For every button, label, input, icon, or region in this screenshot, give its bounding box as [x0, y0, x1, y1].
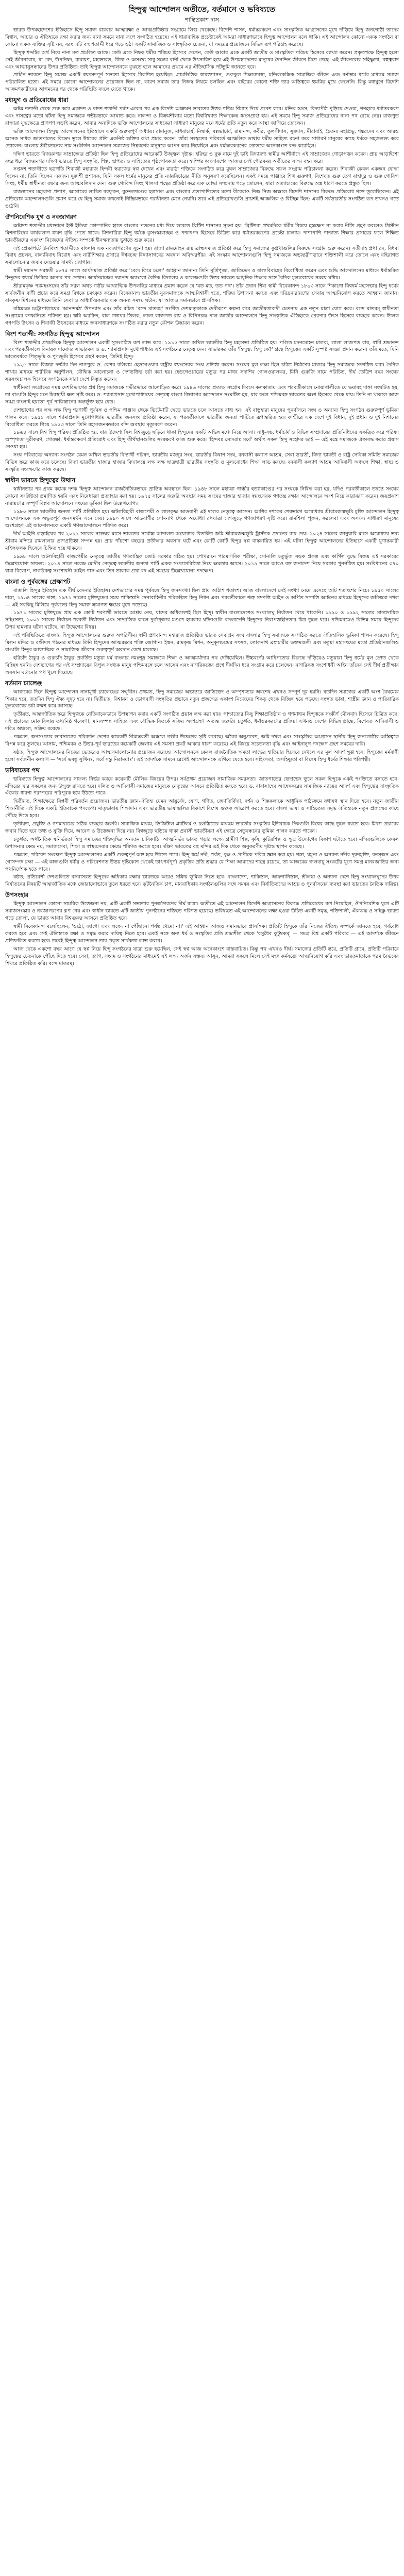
body-paragraph: ষষ্ঠত, হিন্দুত্ব আন্দোলনের নিজের ভেতরেও আত্মসমালোচনার প্রয়োজন রয়েছে। আন্দোলনকে কেবল রাজনৈতিক ক্ষমতা লাভের হাতিয়ার হিসেবে দেখলে এর মূল আদর্শ ক্ষুণ্ণ হবে। হিন্দুত্বের মর্মবাণী হলো সর্বজনীন কল্যাণ — 'সর্বে ভবন্তু সুখিনঃ, সর্বে সন্তু নিরাময়াঃ'। এই আদর্শকে সামনে রেখেই আন্দোলনকে এগিয়ে যেতে হবে। সহিংসতা, অসহিষ্ণুতা বা বিদ্বেষ হিন্দু ধর্মের শিক্ষার পরিপন্থী। — [5, 749, 399, 762]
body-paragraph: সপ্তদশ শতাব্দীতে ছত্রপতি শিবাজী মহারাজ হিন্দবী স্বরাজের স্বপ্ন দেখেন এবং মারাঠা শক্তিকে সংগঠিত করে মুঘল সাম্রাজ্যের বিরুদ্ধে সফল সংগ্রাম পরিচালনা করেন। শিবাজী কেবল একজন যোদ্ধা ছিলেন না; তিনি ছিলেন একজন দূরদর্শী প্রশাসক, যিনি সকল ধর্মের মানুষের প্রতি ন্যায়বিচারের নীতি অনুসরণ করেছিলেন। একই সময়ে পাঞ্জাবে শিখ গুরুগণ, বিশেষত গুরু তেগ বাহাদুর ও গুরু গোবিন্দ সিংহ, ধর্মীয় স্বাধীনতা রক্ষার জন্য আত্মবলিদান দেন। গুরু গোবিন্দ সিংহ খালসা পন্থের প্রতিষ্ঠা করে এক যোদ্ধা সম্প্রদায় গড়ে তোলেন, যারা অত্যাচারের বিরুদ্ধে অস্ত্র ধারণ করতে প্রস্তুত ছিল। — [5, 166, 399, 187]
body-paragraph: চতুর্থত, অর্থনৈতিক স্বনির্ভরতা হিন্দু সমাজের শক্তিবৃদ্ধির অন্যতম চাবিকাঠি। আত্মনির্ভর ভারত গড়ার লক্ষ্যে গ্রামীণ শিল্প, কৃষি, কুটিরশিল্প ও ক্ষুদ্র উদ্যোগের বিকাশ ঘটাতে হবে। মন্দিরগুলিকে কেবল উপাসনার কেন্দ্র নয়, সমাজসেবা, শিক্ষা ও স্বাস্থ্যসেবার কেন্দ্রে পরিণত করতে হবে। দক্ষিণ ভারতের বহু মন্দির এই দিক থেকে অনুকরণীয় দৃষ্টান্ত স্থাপন করেছে। — [5, 836, 399, 850]
body-paragraph: দক্ষিণ ভারতে বিজয়নগর সাম্রাজ্যের প্রতিষ্ঠা ছিল হিন্দু প্রতিরোধের আরেকটি উজ্জ্বল দৃষ্টান্ত। হরিহর ও বুক্ক নামে দুই ভাই বিদ্যারণ্য স্বামীর আশীর্বাদে এই সাম্রাজ্যের গোড়াপত্তন করেন। প্রায় আড়াইশো বছর ধরে বিজয়নগর দক্ষিণ ভারতে হিন্দু সংস্কৃতি, শিল্প, স্থাপত্য ও সাহিত্যের পৃষ্ঠপোষকতা করে। হাম্পির ধ্বংসাবশেষ আজও সেই গৌরবময় অতীতের সাক্ষ্য বহন করে। — [5, 151, 399, 164]
body-paragraph: আজ থেকে একশো বছর আগে যে স্বপ্ন নিয়ে হিন্দু সংগঠনের যাত্রা শুরু হয়েছিল, সেই স্বপ্ন আজ অনেকাংশে বাস্তবায়িত। কিন্তু পথ এখনও দীর্ঘ। সমাজের প্রতিটি স্তরে, প্রতিটি গ্রামে, প্রতিটি পরিবারে হিন্দুত্বের চেতনাকে পৌঁছে দিতে হবে। সেবা, ত্যাগ, সংযম ও সংগঠনের মাধ্যমেই এই লক্ষ্য অর্জন সম্ভব। আসুন, আমরা সকলে মিলে সেই মহৎ কর্মযজ্ঞে আত্মনিয়োগ করি এবং ভারতমাতাকে পরম বৈভবের শিখরে প্রতিষ্ঠিত করি। বন্দে মাতরম্। — [5, 946, 399, 967]
body-paragraph: বাঙালি হিন্দুর ইতিহাস এক দীর্ঘ বেদনার ইতিহাস। দেশভাগের সময় পূর্ববঙ্গে হিন্দু জনসংখ্যা ছিল প্রায় আঠাশ শতাংশ। আজ বাংলাদেশে সেই সংখ্যা নেমে এসেছে আট শতাংশের নিচে। ১৯৫০ সালের দাঙ্গা, ১৯৬৪ সালের দাঙ্গা, ১৯৭১ সালের মুক্তিযুদ্ধের সময় পাকিস্তানি সেনাবাহিনীর পরিকল্পিত হিন্দু নিধন এবং পরবর্তীকালে শত্রু সম্পত্তি আইন ও অর্পিত সম্পত্তি আইনের মাধ্যমে হিন্দুদের জমিজমা দখল — এই সবকিছু মিলিয়ে পূর্ববঙ্গের হিন্দু সমাজ ক্রমাগত ক্ষয়ের মুখে পড়েছে। — [5, 587, 399, 608]
body-paragraph: অষ্টম শতাব্দী থেকে শুরু করে একাদশ ও দ্বাদশ শতাব্দী পর্যন্ত একের পর এক বিদেশি আক্রমণ ভারতের উত্তর-পশ্চিম সীমান্ত দিয়ে প্রবেশ করে। মন্দির ধ্বংস, বিদ্যাপীঠ পুড়িয়ে দেওয়া, গণহারে ধর্মান্তরকরণ এবং দাসত্বের মতো ঘটনা হিন্দু সমাজকে গভীরভাবে আঘাত করে। নালন্দা ও বিক্রমশীলার মতো বিশ্ববিখ্যাত শিক্ষাকেন্দ্র ধ্বংসপ্রাপ্ত হয়। এই সময়ে হিন্দু সমাজ প্রতিরোধের নানা পথ বেছে নেয়। রাজপুত রাজারা যুদ্ধক্ষেত্রে প্রাণপণ লড়াই করেন, আবার অন্যদিকে ভক্তি আন্দোলনের সাধকেরা সাধারণ মানুষের মনে ধর্মের প্রতি নতুন করে আস্থা জাগিয়ে তোলেন। — [5, 106, 399, 126]
body-paragraph: হিন্দুত্ব শব্দটির অর্থ নিয়ে নানা মত প্রচলিত আছে। কেউ একে নিছক ধর্মীয় পরিচয় হিসেবে দেখেন, কেউ আবার একে একটি জাতীয় ও সাংস্কৃতিক পরিচয় হিসেবে ব্যাখ্যা করেন। প্রকৃতপক্ষে হিন্দুত্ব হলো সেই জীবনবোধ, যা বেদ, উপনিষদ, রামায়ণ, মহাভারত, গীতা ও অসংখ্য সাধু-সন্তের বাণী থেকে উৎসারিত হয়ে এই উপমহাদেশের মানুষের দৈনন্দিন জীবনে মিশে গেছে। এই জীবনবোধ সহিষ্ণুতা, বহুত্ববাদ এবং আত্মানুসন্ধানের উপর প্রতিষ্ঠিত। তাই হিন্দুত্ব আন্দোলনকে বুঝতে হলে আমাদের প্রথমে এর ঐতিহাসিক পটভূমি জানতে হবে। — [5, 49, 399, 70]
body-paragraph: ১৯৮০ সালে ভারতীয় জনতা পার্টি প্রতিষ্ঠিত হয়। অটলবিহারী বাজপেয়ী ও লালকৃষ্ণ আডবাণী এই দলের নেতৃত্বে আসেন। আশির দশকের শেষভাগে অযোধ্যায় শ্রীরামজন্মভূমি মুক্তি আন্দোলন হিন্দুত্ব আন্দোলনকে এক অভূতপূর্ব জনসমর্থন এনে দেয়। ১৯৯০ সালে আডবাণীর সোমনাথ থেকে অযোধ্যা রথযাত্রা দেশজুড়ে গণজাগরণ সৃষ্টি করে। রামশিলা পূজন, করসেবা এবং অসংখ্য সাধারণ মানুষের অংশগ্রহণ এই আন্দোলনকে একটি গণআন্দোলনে পরিণত করে। — [5, 509, 399, 529]
body-paragraph: রাজস্থানের মহারাণা প্রতাপ, আসামের লাচিত বরফুকন, বুন্দেলখণ্ডের ছত্রসাল এবং বাংলার প্রতাপাদিত্যের মতো বীরেরাও নিজ নিজ অঞ্চলে বিদেশি শাসনের বিরুদ্ধে প্রতিরোধ গড়ে তুলেছিলেন। এই প্রতিরোধ আন্দোলনগুলি প্রমাণ করে যে হিন্দু সমাজ কখনোই নিষ্ক্রিয়ভাবে পরাধীনতা মেনে নেয়নি। তবে এই প্রতিরোধগুলি প্রায়শই আঞ্চলিক ও বিচ্ছিন্ন ছিল; একটি সর্বভারতীয় সংগঠিত রূপ তখনও গড়ে ওঠেনি। — [5, 189, 399, 209]
body-paragraph: স্বাধীনতার পর প্রথম কয়েক দশক হিন্দুত্ব আন্দোলন রাজনৈতিকভাবে প্রান্তিক অবস্থানে ছিল। ১৯৪৮ সালে মহাত্মা গান্ধীর হত্যাকাণ্ডের পর সংঘকে নিষিদ্ধ করা হয়, যদিও পরবর্তীকালে তদন্তে সংঘের কোনো সংশ্লিষ্টতা প্রমাণিত হয়নি এবং নিষেধাজ্ঞা প্রত্যাহার করা হয়। ১৯৭৫ সালের জরুরি অবস্থার সময় সংঘের হাজার হাজার স্বয়ংসেবক গণতন্ত্র রক্ষার আন্দোলনে অংশ নিয়ে কারাবরণ করেন। জয়প্রকাশ নারায়ণের সম্পূর্ণ বিপ্লব আন্দোলনে সংঘের ভূমিকা ছিল উল্লেখযোগ্য। — [5, 486, 399, 506]
section-heading: বর্তমান চ্যালেঞ্জ — [5, 679, 42, 687]
body-paragraph: ভবিষ্যতে হিন্দুত্ব আন্দোলনের সাফল্য নির্ভর করবে কয়েকটি মৌলিক বিষয়ের উপর। সর্বপ্রথম প্রয়োজন সামাজিক সমরসতা। জাতপাতের ভেদাভেদ ভুলে সকল হিন্দুকে একই পংক্তিতে বসাতে হবে। মন্দিরের দ্বার সকলের জন্য উন্মুক্ত রাখতে হবে। দলিত ও আদিবাসী সমাজের মানুষকে নেতৃত্বের আসনে প্রতিষ্ঠিত করতে হবে। ড. বাবাসাহেব আম্বেদকরের সামাজিক ন্যায়ের আদর্শ এবং হিন্দুত্বের সাংস্কৃতিক ঐক্যের ধারণা পরস্পরের পরিপূরক হয়ে উঠতে পারে। — [5, 776, 399, 796]
body-paragraph: স্বামী বিবেকানন্দ বলেছিলেন, 'ওঠো, জাগো এবং লক্ষ্যে না পৌঁছানো পর্যন্ত থেমো না।' এই আহ্বান আজও সমানভাবে প্রাসঙ্গিক। প্রতিটি হিন্দুকে তাঁর নিজের ঐতিহ্য সম্পর্কে জানতে হবে, গর্ববোধ করতে হবে এবং সেই ঐতিহ্যকে রক্ষা ও সমৃদ্ধ করার দায়িত্ব নিতে হবে। একই সঙ্গে অন্য ধর্ম ও সংস্কৃতির প্রতি শ্রদ্ধাশীল থেকে 'বসুধৈব কুটুম্বকম্' — সমগ্র বিশ্ব একটি পরিবার — এই আদর্শকে জীবনে প্রতিফলিত করতে হবে। তবেই হিন্দুত্ব আন্দোলন তার প্রকৃত সার্থকতা লাভ করবে। — [5, 923, 399, 944]
section-heading: বাংলা ও পূর্ববঙ্গের প্রেক্ষাপট — [5, 578, 71, 585]
article-byline: শান্তিপ্রকাশ দাস — [185, 16, 219, 23]
body-paragraph: ভক্তি আন্দোলন হিন্দুত্ব আন্দোলনের ইতিহাসে একটি গুরুত্বপূর্ণ অধ্যায়। রামানুজ, মাধবাচার্য, নিম্বার্ক, বল্লভাচার্য, রামানন্দ, কবীর, তুলসীদাস, সুরদাস, মীরাবাই, চৈতন্য মহাপ্রভু, শঙ্করদেব এবং আরও অনেক সাধক জাতপাতের বিভেদ ভুলে ঈশ্বরের প্রতি একনিষ্ঠ ভক্তির কথা প্রচার করেন। তাঁরা সংস্কৃতের পরিবর্তে আঞ্চলিক ভাষায় ধর্মীয় সাহিত্য রচনা করে সাধারণ মানুষের কাছে ধর্মকে সহজলভ্য করে তোলেন। বাংলায় শ্রীচৈতন্যের নাম সংকীর্তন আন্দোলন সমাজের নিম্নবর্গের মানুষকে আপন করে নিয়েছিল এবং ধর্মান্তরকরণের স্রোতকে অনেকাংশে রুদ্ধ করেছিল। — [5, 128, 399, 149]
body-paragraph: দীর্ঘ আইনি লড়াইয়ের পর ২০১৯ সালের নভেম্বর মাসে ভারতের সর্বোচ্চ আদালত অযোধ্যার বিতর্কিত জমি শ্রীরামজন্মভূমি ট্রাস্টকে প্রদানের রায় দেয়। ২০২৪ সালের জানুয়ারি মাসে অযোধ্যায় ভব্য শ্রীরাম মন্দিরে রামলালার প্রাণপ্রতিষ্ঠা সম্পন্ন হয়। প্রায় পাঁচশো বছরের প্রতীক্ষার অবসান ঘটে এবং কোটি কোটি হিন্দুর স্বপ্ন বাস্তবায়িত হয়। এই ঘটনা হিন্দুত্ব আন্দোলনের ইতিহাসে একটি যুগান্তকারী মাইলফলক হিসেবে চিহ্নিত হয়ে থাকবে। — [5, 531, 399, 552]
section-heading: স্বাধীন ভারতে হিন্দুত্বের উত্থান — [5, 476, 76, 484]
body-paragraph: দ্বিতীয়ত, শিক্ষাক্ষেত্রে বিপ্লবী পরিবর্তন প্রয়োজন। ভারতীয় জ্ঞান-ঐতিহ্য যেমন আয়ুর্বেদ, যোগ, গণিত, জ্যোতির্বিদ্যা, দর্শন ও শিল্পকলাকে আধুনিক পাঠ্যক্রমে যথাযথ স্থান দিতে হবে। নতুন জাতীয় শিক্ষানীতি এই দিকে একটি ইতিবাচক পদক্ষেপ। মাতৃভাষায় শিক্ষাদান এবং ভারতীয় ভাষাগুলির বিকাশে বিশেষ গুরুত্ব আরোপ করতে হবে। বাংলা ভাষা ও সাহিত্যের সমৃদ্ধ ঐতিহ্যকে নতুন প্রজন্মের কাছে পৌঁছে দিতে হবে। — [5, 799, 399, 819]
body-paragraph: ভারত উপমহাদেশের ইতিহাসে হিন্দু সমাজ বারবার আত্মরক্ষা ও আত্মপ্রতিষ্ঠার সংগ্রামে লিপ্ত থেকেছে। বিদেশি শাসন, ধর্মান্তরকরণ এবং সাংস্কৃতিক আগ্রাসনের মুখে দাঁড়িয়ে হিন্দু জনগোষ্ঠী তাদের বিশ্বাস, আচার ও ঐতিহ্যকে রক্ষা করার জন্য নানা সময়ে নানা রূপে সংগঠিত হয়েছে। এই ধারাবাহিক প্রচেষ্টাকেই আমরা সাধারণভাবে হিন্দুত্ব আন্দোলন বলে থাকি। এই আন্দোলন কোনো একক সংগঠন বা কোনো একক ব্যক্তির সৃষ্টি নয়; বরং এটি বহু শতাব্দী ধরে গড়ে ওঠা একটি সামাজিক ও সাংস্কৃতিক চেতনা, যা সময়ের প্রয়োজনে বিভিন্ন রূপ পরিগ্রহ করেছে। — [5, 27, 399, 47]
body-paragraph: এই প্রেক্ষাপটে উনবিংশ শতাব্দীতে বাংলায় এক নবজাগরণের সূচনা হয়। রাজা রামমোহন রায় ব্রাহ্মসমাজ প্রতিষ্ঠা করে হিন্দু সমাজের কুপ্রথাগুলির বিরুদ্ধে সংগ্রাম শুরু করেন। সতীদাহ প্রথা রদ, বিধবা বিবাহ প্রচলন, বাল্যবিবাহ নিরোধ এবং নারীশিক্ষার প্রসারে ঈশ্বরচন্দ্র বিদ্যাসাগরের অবদান অবিস্মরণীয়। এই সংস্কার আন্দোলনগুলি হিন্দু সমাজকে অভ্যন্তরীণভাবে শক্তিশালী করে তোলে এবং বহিরাগত সমালোচনার জবাব দেওয়ার সামর্থ্য জোগায়। — [5, 245, 399, 266]
section-heading: মধ্যযুগ ও প্রতিরোধের ধারা — [5, 96, 69, 104]
body-paragraph: শ্রীরামকৃষ্ণ পরমহংসদেব তাঁর সরল অথচ গভীর আধ্যাত্মিক উপলব্ধির মাধ্যমে প্রমাণ করেন যে 'যত মত, তত পথ'। তাঁর প্রধান শিষ্য স্বামী বিবেকানন্দ ১৮৯৩ সালে শিকাগো বিশ্বধর্ম মহাসভায় হিন্দু ধর্মের সার্বজনীন বাণী প্রচার করে সমগ্র বিশ্বকে চমৎকৃত করেন। বিবেকানন্দ ভারতীয় যুবসমাজকে আত্মবিশ্বাসী হতে, শক্তির উপাসনা করতে এবং দরিদ্রনারায়ণের সেবায় আত্মনিয়োগ করতে আহ্বান জানান। রামকৃষ্ণ মিশনের মাধ্যমে তিনি সেবা ও আধ্যাত্মিকতার এক অনন্য সমন্বয় ঘটান, যা আজও সমানভাবে প্রাসঙ্গিক। — [5, 283, 399, 303]
body-paragraph: পঞ্চমত, পরিবেশ সংরক্ষণ হিন্দুত্ব আন্দোলনের একটি গুরুত্বপূর্ণ অঙ্গ হয়ে উঠতে পারে। হিন্দু ধর্মে নদী, পর্বত, বৃক্ষ ও প্রাণীকে পবিত্র জ্ঞান করা হয়। গঙ্গা, যমুনা ও অন্যান্য নদীর দূষণমুক্তি, বনসৃজন এবং গোসম্পদ রক্ষা — এই কাজগুলি ধর্মীয় ও পরিবেশগত উভয় দৃষ্টিকোণ থেকেই তাৎপর্যপূর্ণ। প্রকৃতির প্রতি শ্রদ্ধার যে শিক্ষা আমাদের শাস্ত্রে রয়েছে, তা আজকের জলবায়ু সংকটের যুগে সমগ্র মানবজাতির জন্য পথনির্দেশক হতে পারে। — [5, 852, 399, 872]
body-paragraph: ১৯৬৪ সালে বিশ্ব হিন্দু পরিষদ প্রতিষ্ঠিত হয়, যার উদ্দেশ্য ছিল বিশ্বজুড়ে ছড়িয়ে থাকা হিন্দুদের একটি অভিন্ন মঞ্চে নিয়ে আসা। সাধু-সন্ত, ধর্মাচার্য ও বিভিন্ন সম্প্রদায়ের প্রতিনিধিদের একত্রিত করে পরিষদ অস্পৃশ্যতা দূরীকরণ, গোরক্ষা, ধর্মান্তরকরণ প্রতিরোধ এবং হিন্দু তীর্থস্থানগুলির সংরক্ষণে কাজ শুরু করে। 'হিন্দবঃ সোদরাঃ সর্বে' অর্থাৎ সকল হিন্দু সহোদর ভাই — এই মন্ত্রে সমাজকে ঐক্যবদ্ধ করার প্রয়াস নেওয়া হয়। — [5, 430, 399, 450]
body-paragraph: বঙ্কিমচন্দ্র চট্টোপাধ্যায়ের 'আনন্দমঠ' উপন্যাস এবং তাঁর রচিত 'বন্দে মাতরম্' সংগীত দেশমাতৃকাকে দেবীরূপে কল্পনা করে জাতীয়তাবাদী চেতনায় এক নতুন মাত্রা যোগ করে। বন্দে মাতরম্ স্বাধীনতা সংগ্রামের রণধ্বনিতে পরিণত হয়। ঋষি অরবিন্দ, বাল গঙ্গাধর তিলক, লালা লাজপত রায় ও বিপিনচন্দ্র পাল জাতীয় আন্দোলনে হিন্দু সাংস্কৃতিক ঐতিহ্যকে প্রেরণার উৎস হিসেবে ব্যবহার করেন। তিলক গণপতি উৎসব ও শিবাজী উৎসবের মাধ্যমে জনসাধারণকে সংগঠিত করার নতুন কৌশল উদ্ভাবন করেন। — [5, 306, 399, 326]
body-paragraph: সংঘ পরিবারের অন্যান্য সংগঠন যেমন অখিল ভারতীয় বিদ্যার্থী পরিষদ, ভারতীয় মজদুর সংঘ, ভারতীয় কিষাণ সংঘ, বনবাসী কল্যাণ আশ্রম, সেবা ভারতী, বিদ্যা ভারতী ও রাষ্ট্র সেবিকা সমিতি সমাজের বিভিন্ন স্তরে কাজ করে চলেছে। বিদ্যা ভারতীর হাজার হাজার বিদ্যালয়ে লক্ষ লক্ষ ছাত্রছাত্রী ভারতীয় সংস্কৃতি ও মূল্যবোধের শিক্ষা লাভ করছে। বনবাসী কল্যাণ আশ্রম আদিবাসী অঞ্চলে শিক্ষা, স্বাস্থ্য ও সংস্কৃতি সংরক্ষণের কাজ করছে। — [5, 452, 399, 472]
article-title: হিন্দুত্ব আন্দোলন অতীতে, বর্তমানে ও ভবিষ্যতে — [128, 5, 276, 14]
body-paragraph: তৃতীয়ত, প্রযুক্তি ও গণমাধ্যমের সঠিক ব্যবহার জরুরি। সামাজিক মাধ্যম, ডিজিটাল প্ল্যাটফর্ম ও চলচ্চিত্রের মাধ্যমে ভারতীয় সংস্কৃতির ইতিবাচক দিকগুলি বিশ্বের কাছে তুলে ধরতে হবে। মিথ্যা প্রচারের জবাব দিতে হবে তথ্য ও যুক্তি দিয়ে, আবেগ ও উত্তেজনা দিয়ে নয়। বিশ্বজুড়ে ছড়িয়ে থাকা প্রবাসী ভারতীয়রা এই ক্ষেত্রে সেতুবন্ধনের ভূমিকা পালন করতে পারেন। — [5, 821, 399, 834]
section-heading: উপসংহার — [5, 891, 29, 899]
body-paragraph: প্রাচীন ভারতে হিন্দু সমাজ একটি স্বয়ংসম্পূর্ণ সভ্যতা হিসেবে বিকশিত হয়েছিল। গ্রামভিত্তিক স্বায়ত্তশাসন, গুরুকুল শিক্ষাব্যবস্থা, মন্দিরকেন্দ্রিক সামাজিক জীবন এবং বর্ণাশ্রম ধর্মের মাধ্যমে সমাজ পরিচালিত হতো। এই সময়ে কোনো আন্দোলনের প্রয়োজন ছিল না, কারণ সমাজ তার নিজস্ব নিয়মে চলছিল এবং বাইরের কোনো শক্তি তার অস্তিত্বকে হুমকির মুখে ফেলেনি। কিন্তু মধ্যযুগে বিদেশি আক্রমণকারীদের আগমনের পর থেকে পরিস্থিতি বদলে যেতে থাকে। — [5, 72, 399, 93]
body-paragraph: পঞ্চমত, জনসংখ্যার ভারসাম্যের পরিবর্তন দেশের কয়েকটি সীমান্তবর্তী অঞ্চলে গভীর উদ্বেগের সৃষ্টি করেছে। অবৈধ অনুপ্রবেশ, জমি দখল এবং সাংস্কৃতিক আগ্রাসন স্থানীয় হিন্দু জনগোষ্ঠীর অস্তিত্বকে বিপন্ন করে তুলছে। আসাম, পশ্চিমবঙ্গ ও উত্তর-পূর্ব ভারতের কয়েকটি জেলায় এই সমস্যা প্রকট আকার ধারণ করেছে। এই বিষয়ে সচেতনতা বৃদ্ধি এবং আইনানুগ পদক্ষেপ গ্রহণ সময়ের দাবি। — [5, 734, 399, 747]
body-paragraph: হরিচাঁদ ঠাকুর ও গুরুচাঁদ ঠাকুর প্রবর্তিত মতুয়া ধর্ম বাংলার নমঃশূদ্র সমাজকে শিক্ষা ও আত্মমর্যাদার পথ দেখিয়েছিল। উচ্চবর্ণের আধিপত্যের বিরুদ্ধে দাঁড়িয়েও মতুয়ারা হিন্দু ধর্মের মূল স্রোত থেকে বিচ্ছিন্ন হননি। দেশভাগের পর এই সম্প্রদায়ের বিপুল সংখ্যক মানুষ পশ্চিমবঙ্গে চলে আসেন এবং নাগরিকত্বের প্রশ্নে দীর্ঘদিন ধরে সংগ্রাম করে চলেছেন। নাগরিকত্ব সংশোধনী আইন তাঁদের সেই দীর্ঘ প্রতীক্ষার অবসান ঘটানোর পথ খুলে দিয়েছে। — [5, 655, 399, 675]
body-paragraph: হিন্দুত্ব আন্দোলন কোনো সাময়িক উত্তেজনা নয়, এটি একটি সভ্যতার পুনর্জাগরণের দীর্ঘ যাত্রা। অতীতে এই আন্দোলন বিদেশি আগ্রাসনের বিরুদ্ধে প্রতিরোধের রূপ নিয়েছিল, ঔপনিবেশিক যুগে এটি সমাজসংস্কার ও নবজাগরণের রূপ নেয় এবং স্বাধীন ভারতে এটি জাতীয় পুনর্গঠনের শক্তিতে পরিণত হয়েছে। ভবিষ্যতে এই আন্দোলনের লক্ষ্য হওয়া উচিত একটি সমৃদ্ধ, শক্তিশালী, ঐক্যবদ্ধ ও সহিষ্ণু ভারত গড়ে তোলা, যে ভারত আবার বিশ্বগুরুর আসনে প্রতিষ্ঠিত হবে। — [5, 901, 399, 922]
article-body — [5, 27, 399, 967]
body-paragraph: তৃতীয়ত, আন্তর্জাতিক স্তরে হিন্দুত্বকে নেতিবাচকভাবে উপস্থাপন করার একটি সংগঠিত প্রয়াস লক্ষ করা যায়। পাশ্চাত্যের কিছু শিক্ষাপ্রতিষ্ঠান ও গণমাধ্যম হিন্দুত্বকে সংকীর্ণ মৌলবাদ হিসেবে চিত্রিত করে। এই প্রচারের মোকাবিলায় তথ্যনিষ্ঠ গবেষণা, মানসম্পন্ন সাহিত্য এবং বৌদ্ধিক বিতর্কে সক্রিয় অংশগ্রহণ অত্যন্ত জরুরি। চতুর্থত, ধর্মান্তরকরণের প্রক্রিয়া এখনও দেশের বিভিন্ন প্রান্তে, বিশেষত আদিবাসী ও দরিদ্র অঞ্চলে, সক্রিয় রয়েছে। — [5, 711, 399, 732]
section-heading: ঔপনিবেশিক যুগ ও নবজাগরণ — [5, 213, 77, 221]
body-paragraph: স্বাধীনতা সংগ্রামের সময় দেশবিভাগের প্রশ্ন হিন্দু সমাজকে গভীরভাবে আলোড়িত করে। ১৯৪৬ সালের প্রত্যক্ষ সংগ্রাম দিবসে কলকাতায় এবং পরবর্তীকালে নোয়াখালীতে যে ভয়াবহ দাঙ্গা সংঘটিত হয়, তা বাঙালি হিন্দুর মনে চিরস্থায়ী ক্ষত সৃষ্টি করে। ড. শ্যামাপ্রসাদ মুখোপাধ্যায়ের নেতৃত্বে বাংলা বিভাগের আন্দোলন সংঘটিত হয়, যার ফলে পশ্চিমবঙ্গ ভারতের অংশ হিসেবে থেকে যায়। তিনি না থাকলে আজ সমগ্র বাংলাই হয়তো পূর্ব পাকিস্তানের অন্তর্ভুক্ত হয়ে যেত। — [5, 384, 399, 405]
section-heading: ভবিষ্যতের পথ — [5, 766, 40, 774]
section-heading: বিংশ শতাব্দী: সংগঠিত হিন্দুত্ব আন্দোলন — [5, 330, 99, 337]
body-paragraph: স্বামী দয়ানন্দ সরস্বতী ১৮৭৫ সালে আর্যসমাজ প্রতিষ্ঠা করে 'বেদে ফিরে চলো' আহ্বান জানান। তিনি মূর্তিপূজা, জাতিভেদ ও বাল্যবিবাহের বিরোধিতা করেন এবং শুদ্ধি আন্দোলনের মাধ্যমে ধর্মান্তরিত হিন্দুদের স্বধর্মে ফিরিয়ে আনার পথ দেখান। আর্যসমাজের দয়ানন্দ অ্যাংলো বৈদিক বিদ্যালয় ও কলেজগুলি উত্তর ভারতে আধুনিক শিক্ষার সঙ্গে বৈদিক মূল্যবোধের সমন্বয় ঘটায়। — [5, 268, 399, 281]
body-paragraph: ষষ্ঠত, প্রতিবেশী দেশগুলিতে বসবাসরত হিন্দুদের অধিকার রক্ষায় ভারতকে আরও সক্রিয় ভূমিকা নিতে হবে। বাংলাদেশ, পাকিস্তান, আফগানিস্তান, শ্রীলঙ্কা ও অন্যান্য দেশে হিন্দু সংখ্যালঘুদের উপর নির্যাতনের বিষয়টি আন্তর্জাতিক মঞ্চে জোরালোভাবে তুলে ধরতে হবে। কূটনৈতিক চাপ, মানবাধিকার সংগঠনগুলির সঙ্গে সমন্বয় এবং নির্যাতিতদের আশ্রয় ও পুনর্বাসনের ব্যবস্থা করা ভারতের নৈতিক দায়িত্ব। — [5, 874, 399, 888]
body-paragraph: ১৯২৫ সালে বিজয়া দশমীর দিন নাগপুরে ড. কেশব বলিরাম হেডগেওয়ার রাষ্ট্রীয় স্বয়ংসেবক সংঘ প্রতিষ্ঠা করেন। সংঘের মূল লক্ষ্য ছিল চরিত্র নির্মাণের মাধ্যমে হিন্দু সমাজকে সংগঠিত করা। দৈনিক শাখার মাধ্যমে শারীরিক অনুশীলন, বৌদ্ধিক আলোচনা ও দেশভক্তির চর্চা করা হয়। হেডগেওয়ারের মৃত্যুর পর মাধব সদাশিব গোলওয়ালকর, যিনি গুরুজি নামে পরিচিত, দীর্ঘ তেত্রিশ বছর সংঘের সরসংঘচালক হিসেবে সংগঠনকে সারা দেশে বিস্তৃত করেন। — [5, 362, 399, 383]
body-paragraph: ১৯৭১ সালের মুক্তিযুদ্ধে প্রায় এক কোটি শরণার্থী ভারতে আশ্রয় নেয়, যাদের অধিকাংশই ছিল হিন্দু। স্বাধীন বাংলাদেশেও সংখ্যালঘু নির্যাতন থেমে থাকেনি। ১৯৯০ ও ১৯৯২ সালের সাম্প্রদায়িক সহিংসতা, ২০০১ সালের নির্বাচন-পরবর্তী নির্যাতন এবং সাম্প্রতিক কালে দুর্গাপূজার মণ্ডপে হামলার ঘটনাগুলি বাংলাদেশি হিন্দুদের নিরাপত্তাহীনতার চিত্র তুলে ধরে। পশ্চিমবঙ্গেও বিভিন্ন সময়ে হিন্দুদের উপর হামলার ঘটনা ঘটেছে, যা উদ্বেগের বিষয়। — [5, 610, 399, 631]
body-paragraph: দেশভাগের পর লক্ষ লক্ষ হিন্দু শরণার্থী পূর্ববঙ্গ ও পশ্চিম পাঞ্জাব থেকে ভিটেমাটি ছেড়ে ভারতে চলে আসতে বাধ্য হন। এই বাস্তুহারা মানুষের পুনর্বাসনে সংঘ ও অন্যান্য হিন্দু সংগঠন গুরুত্বপূর্ণ ভূমিকা পালন করে। ১৯৫১ সালে শ্যামাপ্রসাদ মুখোপাধ্যায় ভারতীয় জনসংঘ প্রতিষ্ঠা করেন, যা পরবর্তীকালে ভারতীয় জনতা পার্টিতে রূপান্তরিত হয়। কাশ্মীরে এক দেশে দুই বিধান, দুই প্রধান ও দুই নিশানের বিরোধিতা করতে গিয়ে ১৯৫৩ সালে তিনি রহস্যজনকভাবে বন্দি অবস্থায় মৃত্যুবরণ করেন। — [5, 407, 399, 428]
body-paragraph: অষ্টাদশ শতাব্দীর মধ্যভাগে ইস্ট ইন্ডিয়া কোম্পানির হাতে বাংলার পতনের মধ্য দিয়ে ভারতে ব্রিটিশ শাসনের সূচনা হয়। ব্রিটিশরা প্রথমদিকে ধর্মীয় বিষয়ে হস্তক্ষেপ না করার নীতি গ্রহণ করলেও খ্রিস্টান মিশনারিদের কার্যকলাপ ক্রমশ বৃদ্ধি পেতে থাকে। মিশনারিরা হিন্দু ধর্মকে কুসংস্কারাচ্ছন্ন ও পশ্চাৎপদ হিসেবে চিত্রিত করে ধর্মান্তরকরণের প্রচেষ্টা চালায়। পাশাপাশি পাশ্চাত্য শিক্ষার প্রসারের ফলে শিক্ষিত ভারতীয়দের একাংশ নিজেদের ঐতিহ্য সম্পর্কে হীনম্মন্যতায় ভুগতে শুরু করে। — [5, 223, 399, 243]
body-paragraph: বিংশ শতাব্দীর প্রথমদিকে হিন্দুত্ব আন্দোলন একটি সুসংগঠিত রূপ লাভ করে। ১৯১৫ সালে অখিল ভারতীয় হিন্দু মহাসভা প্রতিষ্ঠিত হয়। পণ্ডিত মদনমোহন মালব্য, লালা লাজপত রায়, স্বামী শ্রদ্ধানন্দ এবং পরবর্তীকালে বিনায়ক দামোদর সাভারকর ও ড. শ্যামাপ্রসাদ মুখোপাধ্যায় এই সংগঠনের নেতৃত্ব দেন। সাভারকর তাঁর 'হিন্দুত্ব: হিন্দু কে?' গ্রন্থে হিন্দুত্বের একটি সুস্পষ্ট সংজ্ঞা প্রদান করেন। তাঁর মতে, যিনি ভারতবর্ষকে পিতৃভূমি ও পুণ্যভূমি হিসেবে গ্রহণ করেন, তিনিই হিন্দু। — [5, 340, 399, 360]
body-paragraph: আজকের দিনে হিন্দুত্ব আন্দোলন নানামুখী চ্যালেঞ্জের সম্মুখীন। প্রথমত, হিন্দু সমাজের অভ্যন্তরে জাতিভেদ ও অস্পৃশ্যতার অবশেষ এখনও সম্পূর্ণ দূর হয়নি। যতদিন সমাজের একটি অংশ বৈষম্যের শিকার হবে, ততদিন হিন্দু ঐক্য সুদৃঢ় হবে না। দ্বিতীয়ত, বিশ্বায়ন ও ভোগবাদী সংস্কৃতির প্রভাবে নতুন প্রজন্মের একাংশ নিজেদের শিকড় থেকে বিচ্ছিন্ন হয়ে পড়ছে। সংস্কৃত ভাষা, শাস্ত্রীয় জ্ঞান ও পারিবারিক মূল্যবোধের চর্চা ক্রমশ কমে আসছে। — [5, 689, 399, 709]
body-paragraph: এই পরিস্থিতিতে বাংলায় হিন্দুত্ব আন্দোলনের গুরুত্ব অপরিসীম। স্বামী প্রণবানন্দ মহারাজ প্রতিষ্ঠিত ভারত সেবাশ্রম সংঘ বাংলার হিন্দু সমাজকে সংগঠিত করতে ঐতিহাসিক ভূমিকা পালন করেছে। হিন্দু মিলন মন্দির ও রক্ষীদল গঠনের মাধ্যমে তিনি হিন্দুদের আত্মরক্ষার শক্তি জোগান। ইস্কন, রামকৃষ্ণ মিশন, অনুকূলচন্দ্রের সৎসঙ্গ, লোকনাথ ব্রহ্মচারীর ভক্তমণ্ডলী এবং মতুয়া মহাসংঘের মতো প্রতিষ্ঠানগুলিও বাঙালি হিন্দুর আধ্যাত্মিক ও সামাজিক জীবনে গুরুত্বপূর্ণ অবদান রেখে চলেছে। — [5, 633, 399, 653]
body-paragraph: ১৯৯৮ সালে অটলবিহারী বাজপেয়ীর নেতৃত্বে জাতীয় গণতান্ত্রিক জোট সরকার গঠিত হয়। পোখরানে পারমাণবিক পরীক্ষা, সোনালি চতুর্ভুজ সড়ক প্রকল্প এবং কার্গিল যুদ্ধে বিজয় এই সরকারের উল্লেখযোগ্য সাফল্য। ২০১৪ সালে নরেন্দ্র মোদীর নেতৃত্বে ভারতীয় জনতা পার্টি একক সংখ্যাগরিষ্ঠতা নিয়ে ক্ষমতায় আসে। ২০১৯ সালে আরও বড় জনাদেশ নিয়ে সরকার পুনর্গঠিত হয়। সংবিধানের ৩৭০ ধারা বিলোপ, নাগরিকত্ব সংশোধনী আইন পাস এবং তিন তালাক প্রথা রদ এই সময়ের উল্লেখযোগ্য পদক্ষেপ। — [5, 554, 399, 574]
